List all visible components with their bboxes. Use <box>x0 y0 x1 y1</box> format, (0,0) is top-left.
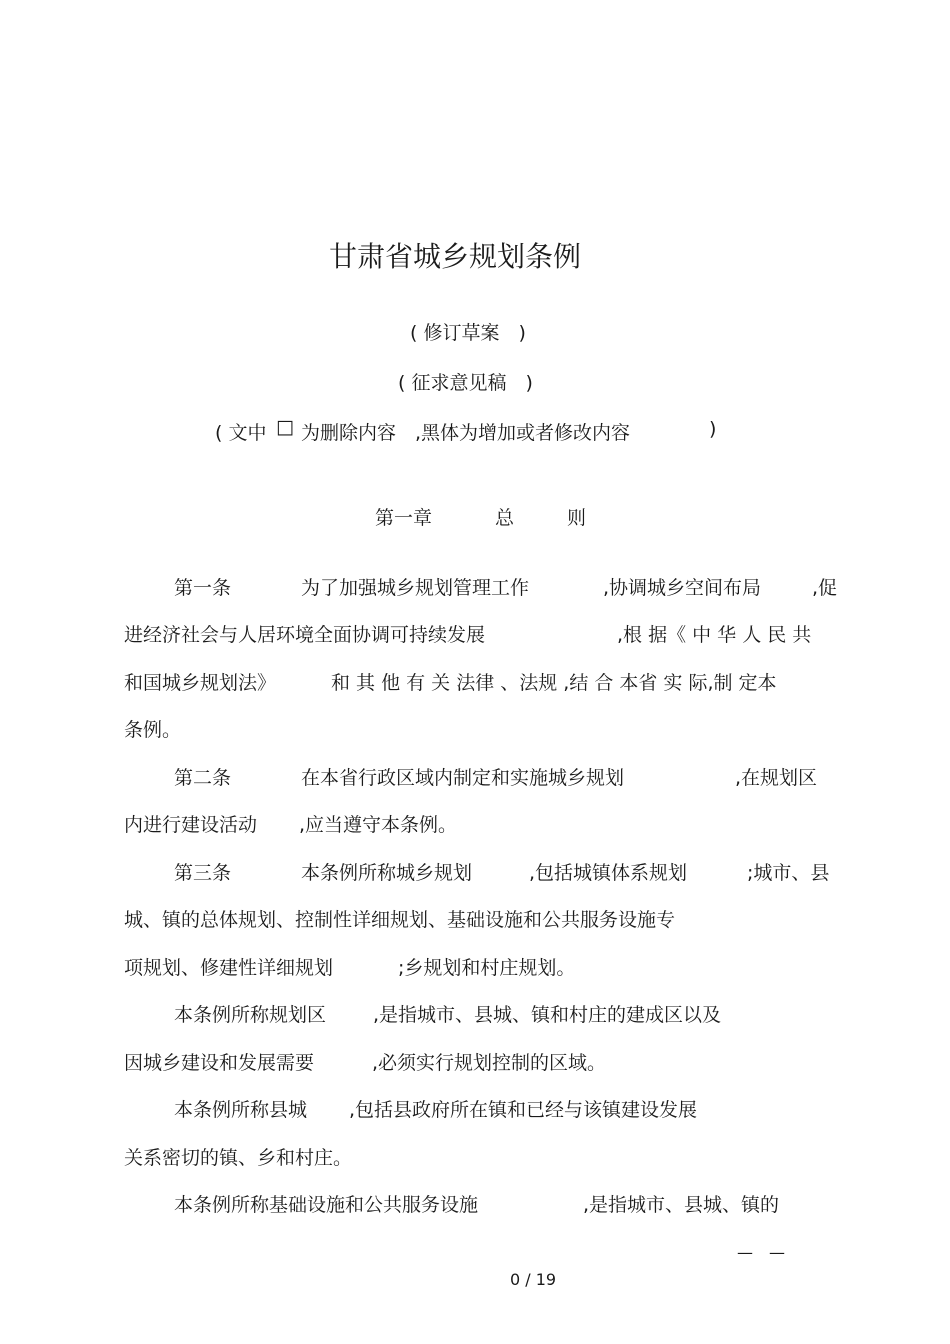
article-label: 第一条 <box>174 577 232 599</box>
article-text: 条例。 <box>124 719 182 741</box>
article-text: 在本省行政区域内制定和实施城乡规划 <box>301 767 625 789</box>
article-text: 城、镇的总体规划、控制性详细规划、基础设施和公共服务设施专 <box>124 909 676 931</box>
paragraph-text: 本条例所称基础设施和公共服务设施 <box>174 1194 479 1216</box>
article-text: ,促 <box>812 577 838 599</box>
article-text: 和 其 他 有 关 法律 、法规 ,结 合 本省 实 际,制 定本 <box>331 672 777 694</box>
paragraph-text: ,是指城市、县城、镇和村庄的建成区以及 <box>373 1004 722 1026</box>
article-text: 进经济社会与人居环境全面协调可持续发展 <box>124 624 486 646</box>
article-text: ;城市、县 <box>747 862 830 884</box>
paragraph-text: ,必须实行规划控制的区域。 <box>372 1052 607 1074</box>
deletion-box-icon: □ <box>276 416 294 438</box>
paragraph-text: 因城乡建设和发展需要 <box>124 1052 315 1074</box>
article-text: ,在规划区 <box>735 767 818 789</box>
note-text: 为删除内容 ,黑体为增加或者修改内容 <box>301 422 631 444</box>
chapter-number: 第一章 <box>375 507 433 529</box>
article-label: 第三条 <box>174 862 232 884</box>
article-text: 为了加强城乡规划管理工作 <box>301 577 530 599</box>
footer-dashes: — — <box>737 1243 786 1262</box>
article-text: ,应当遵守本条例。 <box>299 814 458 836</box>
document-title: 甘肃省城乡规划条例 <box>328 240 581 273</box>
paragraph-text: 本条例所称规划区 <box>174 1004 327 1026</box>
article-text: ,协调城乡空间布局 <box>603 577 762 599</box>
article-text: 和国城乡规划法》 <box>124 672 277 694</box>
paragraph-text: 本条例所称县城 <box>174 1099 308 1121</box>
paragraph-text: 关系密切的镇、乡和村庄。 <box>124 1147 353 1169</box>
paragraph-text: ,是指城市、县城、镇的 <box>583 1194 780 1216</box>
article-text: 内进行建设活动 <box>124 814 258 836</box>
article-text: ,根 据《 中 华 人 民 共 <box>617 624 812 646</box>
chapter-name-part: 总 <box>495 507 515 529</box>
page-indicator: 0 / 19 <box>510 1270 557 1289</box>
article-text: 本条例所称城乡规划 <box>301 862 473 884</box>
chapter-name-part: 则 <box>567 507 587 529</box>
subtitle-revision: ( 修订草案 ) <box>410 322 526 344</box>
note-suffix: ) <box>709 418 717 440</box>
article-text: ,包括城镇体系规划 <box>529 862 688 884</box>
subtitle-draft: ( 征求意见稿 ) <box>398 372 533 394</box>
article-text: ;乡规划和村庄规划。 <box>398 957 576 979</box>
note-prefix: ( 文中 <box>215 422 267 444</box>
article-text: 项规划、修建性详细规划 <box>124 957 334 979</box>
paragraph-text: ,包括县政府所在镇和已经与该镇建设发展 <box>349 1099 698 1121</box>
article-label: 第二条 <box>174 767 232 789</box>
